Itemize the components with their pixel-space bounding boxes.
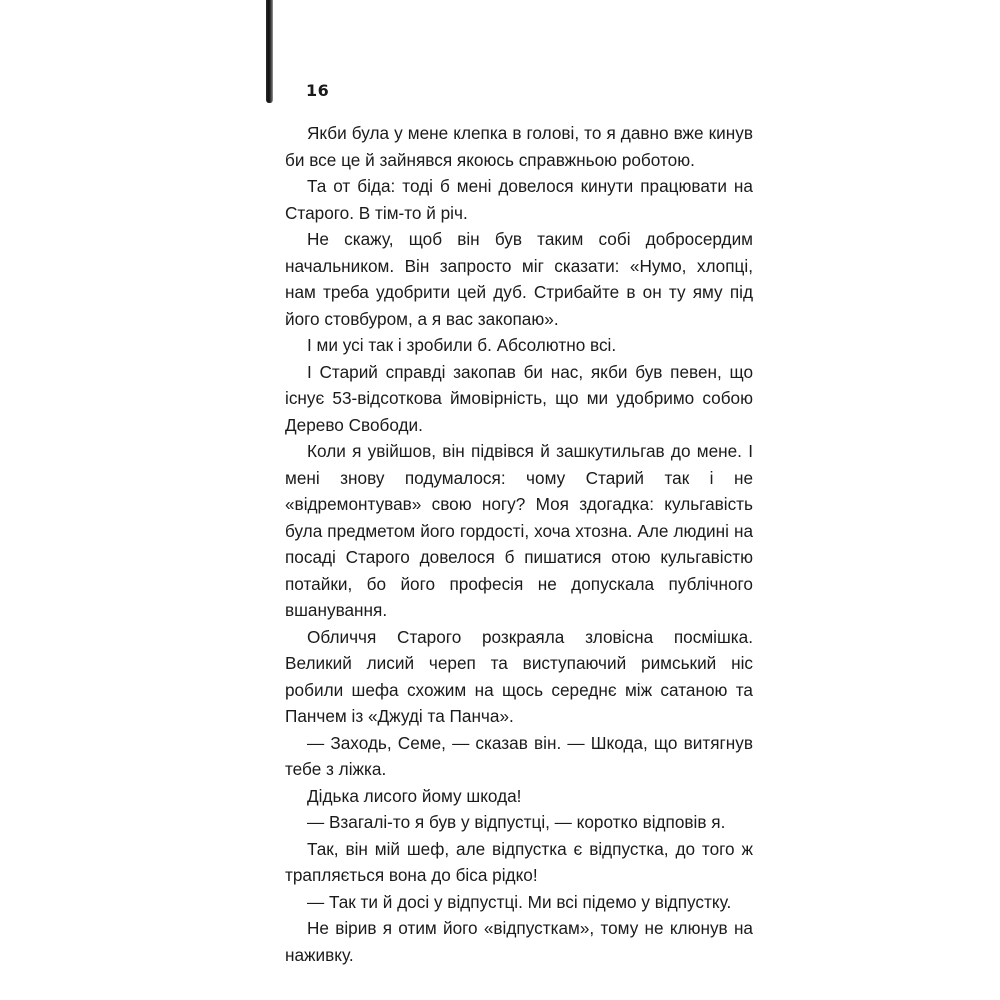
paragraph-4: І ми усі так і зробили б. Абсолютно всі. [307, 335, 617, 355]
body-text [285, 120, 753, 968]
paragraph-10: — Взагалі-то я був у відпустці, — коротко відповів я. [307, 812, 726, 832]
paragraph-6: Коли я увійшов, він підвівся й зашкутильгав до мене. І мені знову подумалося: чому Старий так і не «відремонтував» свою ногу? Моя здогадка: кульгавість була предметом його гордості, хоча хтозна. Але людині на посаді Старого довелося б пишатися отою кульгавістю потайки, бо його професія не допускала публічного вшанування. [285, 441, 753, 620]
paragraph-11: Так, він мій шеф, але відпустка є відпустка, до того ж трапляється вона до біса рідко! [285, 838, 753, 885]
paragraph-8: — Заходь, Семе, — сказав він. — Шкода, що витягнув тебе з ліжка. [285, 732, 753, 779]
paragraph-9: Дідька лисого йому шкода! [307, 785, 522, 806]
page-edge-marker [266, 0, 273, 103]
paragraph-5: І Старий справді закопав би нас, якби був певен, що існує 53-відсоткова ймовірність, що ми удобримо собою Дерево Свободи. [285, 361, 753, 435]
paragraph-3: Не скажу, щоб він був таким собі добросердим начальником. Він запросто міг сказати: «Нумо, хлопці, нам треба удобрити цей дуб. Стрибайте в он ту яму під його стовбуром, а я вас закопаю». [285, 229, 753, 329]
paragraph-13: Не вірив я отим його «відпусткам», тому не клюнув на наживку. [285, 918, 753, 965]
paragraph-7: Обличчя Старого розкраяла зловісна посмішка. Великий лисий череп та виступаючий римський ніс робили шефа схожим на щось середнє між сатаною та Панчем із «Джуді та Панча». [285, 626, 753, 726]
paragraph-2: Та от біда: тоді б мені довелося кинути працювати на Старого. В тім-то й річ. [285, 176, 753, 223]
paragraph-1: Якби була у мене клепка в голові, то я давно вже кинув би все це й зайнявся якоюсь справжньою роботою. [285, 123, 753, 170]
page-number: 16 [306, 81, 330, 100]
paragraph-12: — Так ти й досі у відпустці. Ми всі підемо у відпустку. [307, 891, 732, 912]
